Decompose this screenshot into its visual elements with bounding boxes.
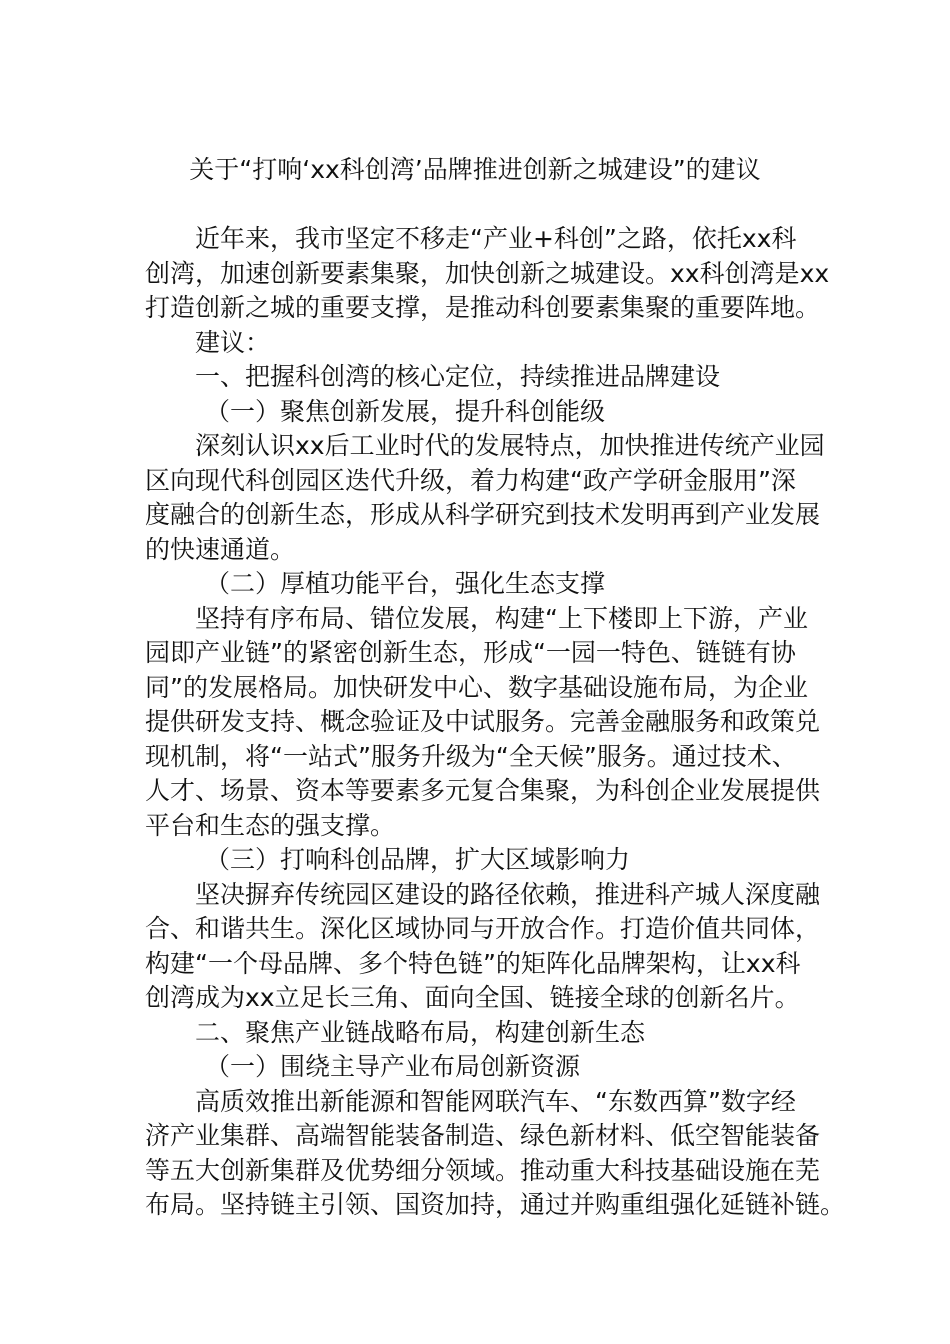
paragraph-line: 坚决摒弃传统园区建设的路径依赖，推进科产城人深度融 xyxy=(195,879,821,909)
paragraph-line: 的快速通道。 xyxy=(145,534,296,564)
paragraph-line: 近年来，我市坚定不移走“产业+科创”之路，依托xx科 xyxy=(195,224,797,253)
paragraph-line: 园即产业链”的紧密创新生态，形成“一园一特色、链链有协 xyxy=(145,638,796,667)
paragraph-line: 布局。坚持链主引领、国资加持，通过并购重组强化延链补链。 xyxy=(145,1190,846,1219)
subsection-heading: （一）聚焦创新发展，提升科创能级 xyxy=(205,396,606,426)
paragraph-line: 度融合的创新生态，形成从科学研究到技术发明再到产业发展 xyxy=(145,500,821,529)
suggestion-label: 建议： xyxy=(195,327,271,357)
paragraph-line: 合、和谐共生。深化区域协同与开放合作。打造价值共同体， xyxy=(145,914,821,943)
paragraph-line: 同”的发展格局。加快研发中心、数字基础设施布局，为企业 xyxy=(145,672,808,702)
paragraph-line: 构建“一个母品牌、多个特色链”的矩阵化品牌架构，让xx科 xyxy=(145,948,801,978)
paragraph-line: 济产业集群、高端智能装备制造、绿色新材料、低空智能装备 xyxy=(145,1121,821,1150)
paragraph-line: 区向现代科创园区迭代升级，着力构建“政产学研金服用”深 xyxy=(145,465,796,495)
paragraph-line: 高质效推出新能源和智能网联汽车、“东数西算”数字经 xyxy=(195,1086,796,1116)
paragraph-line: 现机制，将“一站式”服务升级为“全天候”服务。通过技术、 xyxy=(145,741,797,771)
document-body xyxy=(145,222,846,1223)
paragraph-line: 平台和生态的强支撑。 xyxy=(145,810,396,840)
paragraph-line: 深刻认识xx后工业时代的发展特点，加快推进传统产业园 xyxy=(195,431,825,460)
paragraph-line: 创湾，加速创新要素集聚，加快创新之城建设。xx科创湾是xx xyxy=(145,258,830,288)
subsection-heading: （三）打响科创品牌，扩大区域影响力 xyxy=(205,845,631,874)
subsection-heading: （一）围绕主导产业布局创新资源 xyxy=(205,1052,581,1081)
paragraph-line: 等五大创新集群及优势细分领域。推动重大科技基础设施在芜 xyxy=(145,1155,821,1185)
paragraph-line: 打造创新之城的重要支撑，是推动科创要素集聚的重要阵地。 xyxy=(145,293,821,322)
section-heading: 一、把握科创湾的核心定位，持续推进品牌建设 xyxy=(195,362,721,391)
document-title: 关于“打响‘xx科创湾’品牌推进创新之城建设”的建议 xyxy=(189,155,761,184)
section-heading: 二、聚焦产业链战略布局，构建创新生态 xyxy=(195,1017,646,1047)
paragraph-line: 提供研发支持、概念验证及中试服务。完善金融服务和政策兑 xyxy=(145,707,821,736)
paragraph-line: 创湾成为xx立足长三角、面向全国、链接全球的创新名片。 xyxy=(145,983,800,1012)
paragraph-line: 人才、场景、资本等要素多元复合集聚，为科创企业发展提供 xyxy=(145,776,821,805)
subsection-heading: （二）厚植功能平台，强化生态支撑 xyxy=(205,569,606,598)
paragraph-line: 坚持有序布局、错位发展，构建“上下楼即上下游，产业 xyxy=(195,603,808,633)
